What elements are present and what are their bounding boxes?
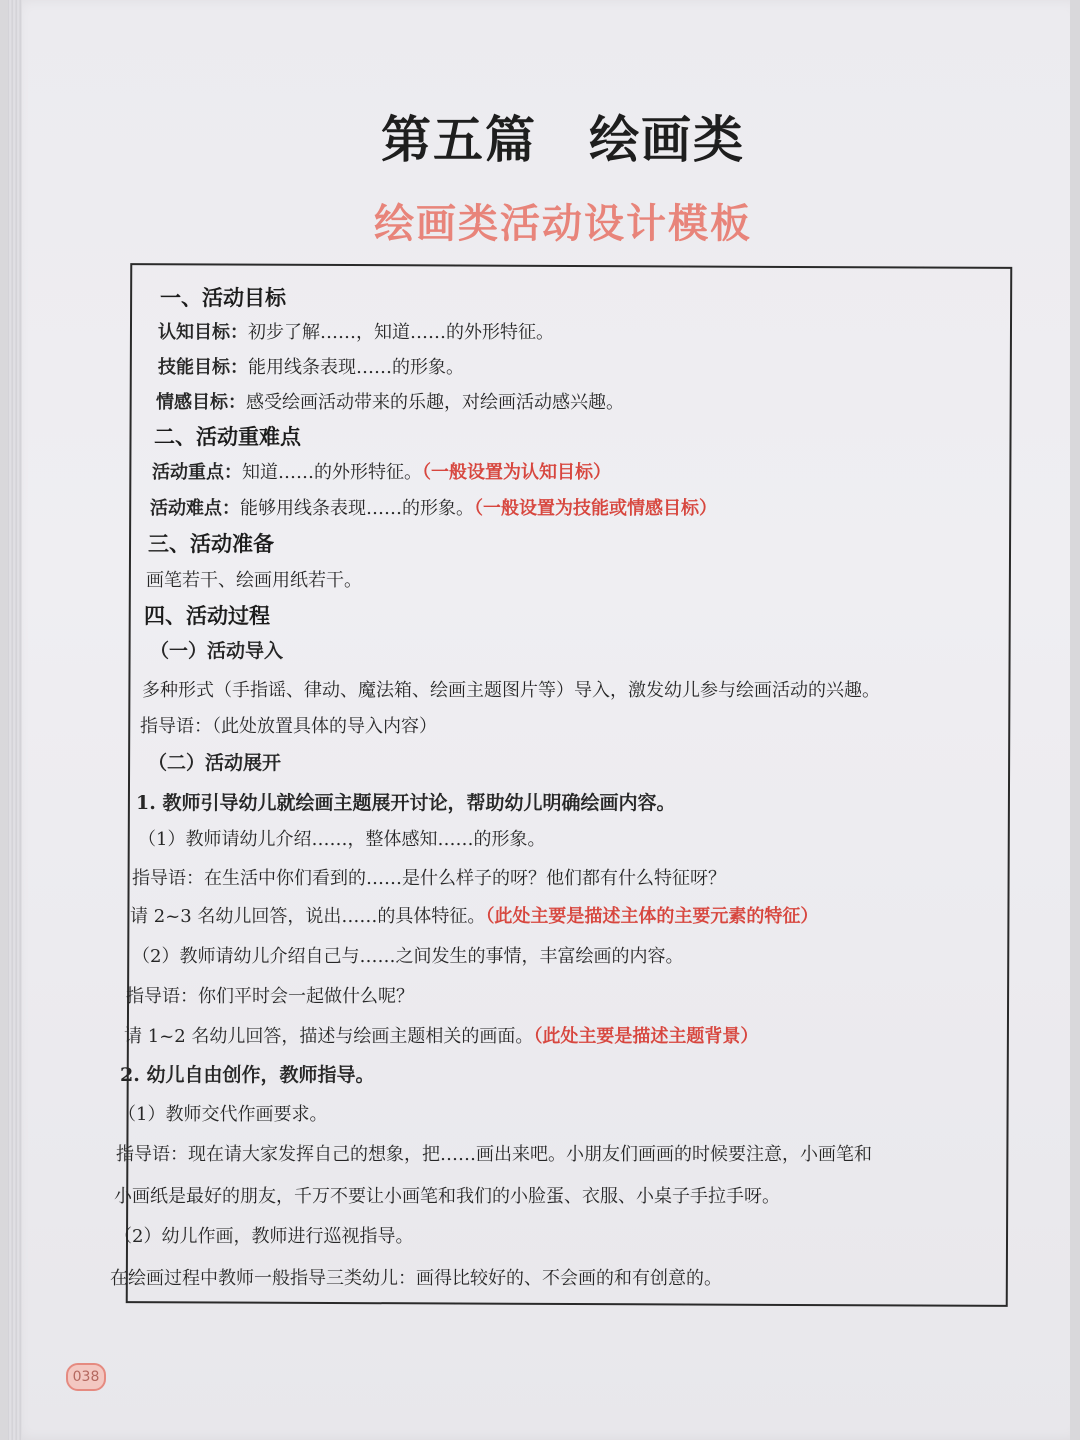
step-2-b: （2）幼儿作画，教师进行巡视指导。	[114, 1226, 414, 1247]
step-2-heading: 2. 幼儿自由创作，教师指导。	[120, 1064, 375, 1086]
step-1-a: （1）教师请幼儿介绍……，整体感知……的形象。	[138, 829, 546, 850]
intro-text: 多种形式（手指谣、律动、魔法箱、绘画主题图片等）导入，激发幼儿参与绘画活动的兴趣。	[142, 680, 880, 701]
emotion-goal-label: 情感目标：	[156, 392, 246, 413]
section-heading-preparation: 三、活动准备	[148, 531, 274, 556]
intro-guide: 指导语：（此处放置具体的导入内容）	[140, 716, 437, 737]
key-point-label: 活动重点：	[152, 462, 242, 483]
section-heading-key-points: 二、活动重难点	[154, 424, 301, 449]
step-1-b-answer	[124, 1022, 758, 1048]
template-subtitle: 绘画类活动设计模板	[374, 200, 752, 247]
chapter-title: 第五篇 绘画类	[381, 110, 745, 169]
step-2-a: （1）教师交代作画要求。	[118, 1104, 328, 1125]
step-2-a-guide-line-1: 指导语：现在请大家发挥自己的想象，把……画出来吧。小朋友们画画的时候要注意，小画笔和	[116, 1144, 872, 1165]
subsection-intro-heading: （一）活动导入	[150, 640, 284, 662]
step-1-a-guide: 指导语：在生活中你们看到的……是什么样子的呀？他们都有什么特征呀？	[132, 868, 726, 889]
step-2-b-text: 在绘画过程中教师一般指导三类幼儿：画得比较好的、不会画的和有创意的。	[110, 1268, 722, 1289]
step-1-heading: 1. 教师引导幼儿就绘画主题展开讨论，帮助幼儿明确绘画内容。	[136, 792, 676, 814]
difficulty-point	[150, 494, 717, 520]
step-2-a-guide-line-2: 小画纸是最好的朋友，千万不要让小画笔和我们的小脸蛋、衣服、小桌子手拉手呀。	[114, 1186, 780, 1207]
difficulty-point-label: 活动难点：	[150, 498, 240, 519]
difficulty-point-note: （一般设置为技能或情感目标）	[474, 498, 717, 519]
step-1-b: （2）教师请幼儿介绍自己与……之间发生的事情，丰富绘画的内容。	[132, 946, 684, 967]
step-1-a-note: （此处主要是描述主体的主要元素的特征）	[485, 906, 819, 927]
cognitive-goal-label: 认知目标：	[158, 322, 248, 343]
step-1-b-answer-text: 请 1~2 名幼儿回答，描述与绘画主题相关的画面。	[124, 1026, 534, 1047]
skill-goal-label: 技能目标：	[158, 357, 248, 378]
key-point-text: 知道……的外形特征。	[242, 462, 422, 483]
page-number-badge: 038	[66, 1363, 106, 1391]
preparation-text: 画笔若干、绘画用纸若干。	[146, 570, 362, 591]
step-1-b-note: （此处主要是描述主题背景）	[533, 1026, 759, 1047]
cognitive-goal-text: 初步了解……，知道……的外形特征。	[248, 322, 554, 343]
subsection-develop-heading: （二）活动展开	[148, 752, 282, 774]
section-heading-goals: 一、活动目标	[160, 285, 286, 310]
emotion-goal	[156, 388, 624, 414]
section-heading-process: 四、活动过程	[144, 603, 270, 628]
key-point	[152, 458, 611, 484]
skill-goal-text: 能用线条表现……的形象。	[248, 357, 464, 378]
skill-goal	[158, 353, 464, 379]
book-page	[8, 0, 1070, 1440]
difficulty-point-text: 能够用线条表现……的形象。	[240, 498, 474, 519]
cognitive-goal	[158, 318, 554, 344]
emotion-goal-text: 感受绘画活动带来的乐趣，对绘画活动感兴趣。	[246, 392, 624, 413]
step-1-a-answer	[130, 902, 818, 928]
key-point-note: （一般设置为认知目标）	[422, 462, 611, 483]
step-1-a-answer-text: 请 2~3 名幼儿回答，说出……的具体特征。	[130, 906, 486, 927]
step-1-b-guide: 指导语：你们平时会一起做什么呢？	[126, 986, 414, 1007]
